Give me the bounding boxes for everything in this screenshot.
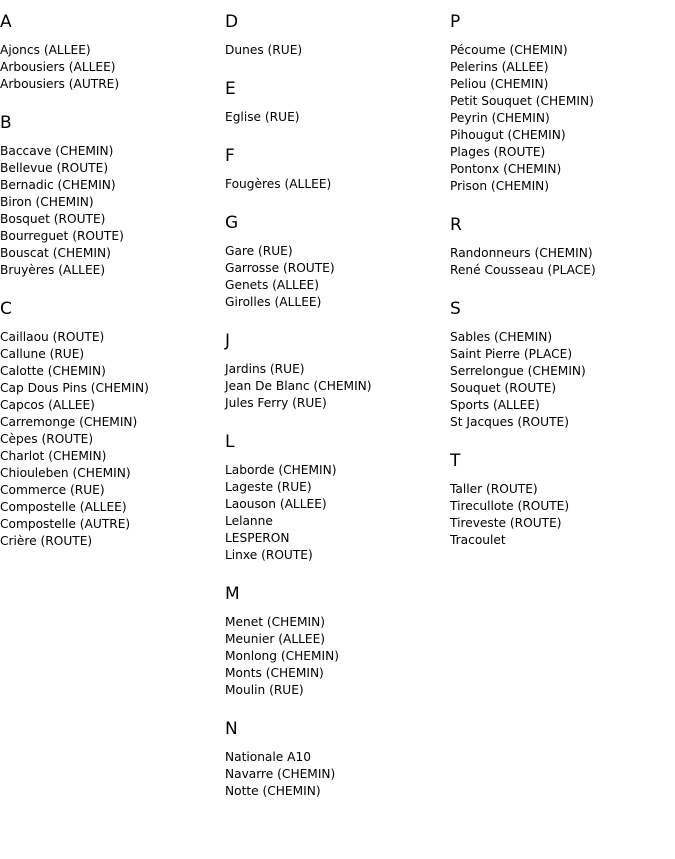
street-entry[interactable]: Compostelle (AUTRE) [0, 517, 131, 531]
street-list [0, 143, 220, 279]
street-entry[interactable]: Baccave (CHEMIN) [0, 144, 114, 158]
street-entry[interactable]: Eglise (RUE) [225, 110, 300, 124]
letter-section-n [225, 699, 445, 800]
letter-section-a [0, 0, 220, 93]
section-letter: C [0, 299, 12, 319]
street-entry[interactable]: St Jacques (ROUTE) [450, 415, 569, 429]
street-entry[interactable]: Garrosse (ROUTE) [225, 261, 335, 275]
street-entry[interactable]: Notte (CHEMIN) [225, 784, 321, 798]
street-list [450, 245, 675, 279]
section-letter: N [225, 719, 238, 739]
street-entry[interactable]: Commerce (RUE) [0, 483, 105, 497]
street-entry[interactable]: Arbousiers (ALLEE) [0, 60, 116, 74]
letter-section-r [450, 195, 675, 279]
section-letter: E [225, 79, 236, 99]
street-entry[interactable]: Petit Souquet (CHEMIN) [450, 94, 594, 108]
street-entry[interactable]: Cap Dous Pins (CHEMIN) [0, 381, 149, 395]
letter-section-c [0, 279, 220, 550]
street-list [225, 176, 445, 193]
street-list [225, 361, 445, 412]
street-entry[interactable]: Tireveste (ROUTE) [450, 516, 562, 530]
street-entry[interactable]: Souquet (ROUTE) [450, 381, 557, 395]
street-entry[interactable]: Bernadic (CHEMIN) [0, 178, 116, 192]
index-column-3 [450, 0, 675, 549]
letter-section-j [225, 311, 445, 412]
section-letter: A [0, 12, 12, 32]
street-entry[interactable]: Pécoume (CHEMIN) [450, 43, 568, 57]
letter-section-p [450, 0, 675, 195]
street-entry[interactable]: Girolles (ALLEE) [225, 295, 322, 309]
street-entry[interactable]: Plages (ROUTE) [450, 145, 546, 159]
street-entry[interactable]: Peyrin (CHEMIN) [450, 111, 550, 125]
street-list [225, 749, 445, 800]
street-entry[interactable]: Biron (CHEMIN) [0, 195, 94, 209]
street-list [225, 109, 445, 126]
letter-section-m [225, 564, 445, 699]
street-list [225, 42, 445, 59]
street-entry[interactable]: Ajoncs (ALLEE) [0, 43, 91, 57]
street-entry[interactable]: Bruyères (ALLEE) [0, 263, 106, 277]
section-letter: L [225, 432, 235, 452]
letter-section-e [225, 59, 445, 126]
street-entry[interactable]: Jules Ferry (RUE) [225, 396, 327, 410]
section-letter: M [225, 584, 240, 604]
street-entry[interactable]: René Cousseau (PLACE) [450, 263, 596, 277]
street-entry[interactable]: Tracoulet [450, 533, 506, 547]
street-entry[interactable]: Bouscat (CHEMIN) [0, 246, 111, 260]
street-entry[interactable]: LESPERON [225, 531, 290, 545]
section-letter: F [225, 146, 235, 166]
street-entry[interactable]: Cèpes (ROUTE) [0, 432, 94, 446]
street-entry[interactable]: Gare (RUE) [225, 244, 293, 258]
street-entry[interactable]: Prison (CHEMIN) [450, 179, 550, 193]
letter-section-l [225, 412, 445, 564]
letter-section-g [225, 193, 445, 311]
street-entry[interactable]: Nationale A10 [225, 750, 312, 764]
street-entry[interactable]: Genets (ALLEE) [225, 278, 319, 292]
street-entry[interactable]: Lageste (RUE) [225, 480, 312, 494]
section-letter: T [450, 451, 461, 471]
letter-section-t [450, 431, 675, 549]
street-entry[interactable]: Moulin (RUE) [225, 683, 304, 697]
street-entry[interactable]: Capcos (ALLEE) [0, 398, 95, 412]
letter-section-s [450, 279, 675, 431]
street-entry[interactable]: Pihougut (CHEMIN) [450, 128, 566, 142]
street-list [0, 42, 220, 93]
street-entry[interactable]: Chiouleben (CHEMIN) [0, 466, 131, 480]
street-entry[interactable]: Peliou (CHEMIN) [450, 77, 549, 91]
street-entry[interactable]: Callune (RUE) [0, 347, 85, 361]
street-list [450, 481, 675, 549]
index-column-1 [0, 0, 220, 550]
street-entry[interactable]: Saint Pierre (PLACE) [450, 347, 573, 361]
street-list [450, 329, 675, 431]
street-entry[interactable]: Randonneurs (CHEMIN) [450, 246, 593, 260]
street-list [0, 329, 220, 550]
street-entry[interactable]: Sables (CHEMIN) [450, 330, 553, 344]
street-entry[interactable]: Caillaou (ROUTE) [0, 330, 105, 344]
section-letter: R [450, 215, 462, 235]
street-entry[interactable]: Menet (CHEMIN) [225, 615, 325, 629]
street-entry[interactable]: Jean De Blanc (CHEMIN) [225, 379, 372, 393]
street-entry[interactable]: Bellevue (ROUTE) [0, 161, 109, 175]
street-entry[interactable]: Monts (CHEMIN) [225, 666, 324, 680]
section-letter: P [450, 12, 461, 32]
street-entry[interactable]: Navarre (CHEMIN) [225, 767, 336, 781]
street-entry[interactable]: Meunier (ALLEE) [225, 632, 326, 646]
street-entry[interactable]: Laborde (CHEMIN) [225, 463, 337, 477]
street-entry[interactable]: Lelanne [225, 514, 273, 528]
letter-section-d [225, 0, 445, 59]
street-entry[interactable]: Charlot (CHEMIN) [0, 449, 107, 463]
street-entry[interactable]: Fougères (ALLEE) [225, 177, 332, 191]
street-entry[interactable]: Arbousiers (AUTRE) [0, 77, 120, 91]
section-letter: J [225, 331, 231, 351]
section-letter: B [0, 113, 12, 133]
street-entry[interactable]: Jardins (RUE) [225, 362, 305, 376]
section-letter: D [225, 12, 239, 32]
street-list [225, 243, 445, 311]
street-list [225, 462, 445, 564]
street-entry[interactable]: Laouson (ALLEE) [225, 497, 327, 511]
street-entry[interactable]: Serrelongue (CHEMIN) [450, 364, 586, 378]
street-entry[interactable]: Dunes (RUE) [225, 43, 303, 57]
street-entry[interactable]: Bourreguet (ROUTE) [0, 229, 124, 243]
street-entry[interactable]: Bosquet (ROUTE) [0, 212, 106, 226]
street-list [450, 42, 675, 195]
street-entry[interactable]: Tirecullote (ROUTE) [450, 499, 570, 513]
street-entry[interactable]: Calotte (CHEMIN) [0, 364, 106, 378]
street-entry[interactable]: Crière (ROUTE) [0, 534, 93, 548]
letter-section-b [0, 93, 220, 279]
street-entry[interactable]: Compostelle (ALLEE) [0, 500, 127, 514]
street-entry[interactable]: Carremonge (CHEMIN) [0, 415, 138, 429]
street-list [225, 614, 445, 699]
section-letter: S [450, 299, 461, 319]
street-entry[interactable]: Sports (ALLEE) [450, 398, 540, 412]
section-letter: G [225, 213, 239, 233]
street-entry[interactable]: Monlong (CHEMIN) [225, 649, 339, 663]
street-entry[interactable]: Pontonx (CHEMIN) [450, 162, 562, 176]
index-column-2 [225, 0, 445, 800]
street-entry[interactable]: Taller (ROUTE) [450, 482, 538, 496]
letter-section-f [225, 126, 445, 193]
street-entry[interactable]: Pelerins (ALLEE) [450, 60, 549, 74]
street-entry[interactable]: Linxe (ROUTE) [225, 548, 313, 562]
